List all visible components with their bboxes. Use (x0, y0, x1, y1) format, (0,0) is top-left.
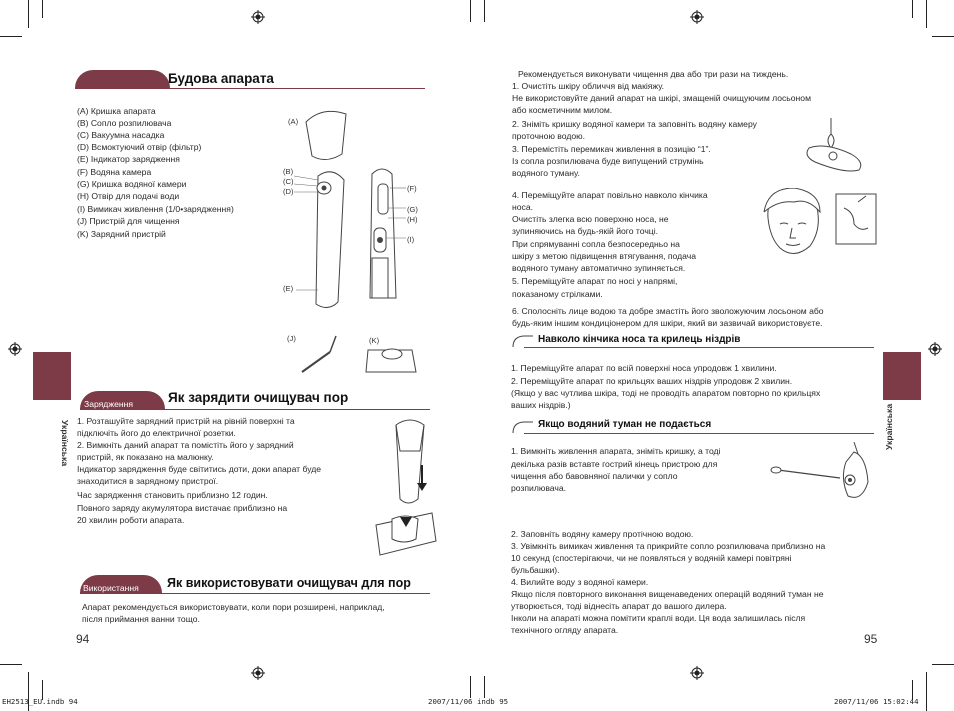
nozzle-cleaning-illustration (770, 442, 875, 502)
page-number-left: 94 (76, 632, 90, 646)
text-line: 20 хвилин роботи апарата. (77, 515, 185, 525)
subheading-nose: Навколо кінчика носа та крилець ніздрів (538, 334, 741, 345)
page-number-right: 95 (864, 632, 878, 646)
section-tag-charging: Зарядження (84, 399, 133, 409)
text-line: технічного огляду апарата. (511, 625, 619, 635)
list-item: (B) Сопло розпилювача (77, 118, 172, 128)
subheading-no-mist: Якщо водяний туман не подається (538, 419, 712, 430)
subheading-arc-icon (511, 334, 533, 348)
text-line: 5. Переміщуйте апарат по носі у напрямі, (512, 276, 678, 286)
list-item: (I) Вимикач живлення (1/0•зарядження) (77, 204, 234, 214)
text-line: Очистіть злегка всю поверхню носа, не (512, 214, 669, 224)
label-e: (E) (283, 284, 294, 293)
text-line: 1. Розташуйте зарядний пристрій на рівній поверхні та (77, 416, 295, 426)
text-line: 2. Вимкніть даний апарат та помістіть його у зарядний (77, 440, 294, 450)
list-item: (A) Кришка апарата (77, 106, 156, 116)
text-line: показаному стрілками. (512, 289, 603, 299)
text-line: чищення або бавовняної палички у сопло (511, 471, 678, 481)
subheading-arc-icon (511, 420, 533, 434)
text-line: знаходитися в зарядному пристрої. (77, 476, 219, 486)
text-line: 3. Увімкніть вимикач живлення та прикрийте сопло розпилювача приблизно на (511, 541, 826, 551)
text-line: 6. Сполосніть лице водою та добре змастіть його зволожуючим лосьоном або (512, 306, 824, 316)
text-line: При спрямуванні сопла безпосередньо на (512, 239, 680, 249)
text-line: 4. Переміщуйте апарат повільно навколо кінчика (512, 190, 708, 200)
text-line: розпилювача. (511, 483, 567, 493)
footer-date-center: 2007/11/06 indb 95 (428, 697, 509, 706)
list-item: (D) Всмоктуючий отвір (фільтр) (77, 142, 202, 152)
registration-mark-icon (690, 666, 704, 680)
label-i: (I) (407, 235, 415, 244)
registration-mark-icon (251, 666, 265, 680)
section-tag-usage: Використання (83, 583, 139, 593)
text-line: 2. Зніміть кришку водяної камери та заповніть водяну камеру (512, 119, 757, 129)
list-item: (G) Кришка водяної камери (77, 179, 187, 189)
label-j: (J) (287, 334, 296, 343)
language-side-label: Українська (884, 403, 894, 450)
language-side-label: Українська (60, 420, 70, 467)
registration-mark-icon (8, 342, 22, 356)
text-line: шкіру з метою підвищення втягування, подача (512, 251, 697, 261)
label-b: (B) (283, 167, 294, 176)
text-line: Якщо після повторного виконання вищенаведених операцій водяний туман не (511, 589, 824, 599)
filling-illustration (795, 118, 870, 178)
text-line: Індикатор зарядження буде світитись доти, доки апарат буде (77, 464, 322, 474)
text-line: пристрій, як показано на малюнку. (77, 452, 214, 462)
list-item: (F) Водяна камера (77, 167, 152, 177)
text-line: зупиняючись на будь-якій його точці. (512, 226, 659, 236)
text-line: (Якщо у вас чутлива шкіра, тоді не проводіть апаратом повторно по крильцях (511, 388, 821, 398)
device-parts-diagram (282, 100, 422, 380)
text-line: 1. Переміщуйте апарат по всій поверхні носа упродовж 1 хвилини. (511, 363, 777, 373)
section-heading-swoosh (75, 70, 170, 88)
text-line: бульбашки). (511, 565, 560, 575)
text-line: Не використовуйте даний апарат на шкірі, змащеній очищуючим лосьоном (512, 93, 811, 103)
label-h: (H) (407, 215, 418, 224)
text-line: ваших ніздрів.) (511, 400, 571, 410)
label-d: (D) (283, 187, 294, 196)
text-line: або косметичним милом. (512, 105, 613, 115)
text-line: будь-яким іншим кондиціонером для шкіри, який ви зазвичай використовуєте. (512, 318, 823, 328)
text-line: 3. Перемістіть перемикач живлення в позицію “1”. (512, 144, 711, 154)
text-line: утворюється, тоді віднесіть апарат до вашого дилера. (511, 601, 727, 611)
text-line: носа. (512, 202, 533, 212)
list-item: (E) Індикатор зарядження (77, 154, 180, 164)
text-line: декілька разів вставте гострий кінець пристрою для (511, 459, 718, 469)
footer-date-right: 2007/11/06 15:02:44 (834, 697, 919, 706)
list-item: (H) Отвір для подачі води (77, 191, 180, 201)
list-item: (K) Зарядний пристрій (77, 229, 166, 239)
label-k: (K) (369, 336, 380, 345)
text-line: водяного туману автоматично зупиняється. (512, 263, 686, 273)
text-line: 4. Вилийте воду з водяної камери. (511, 577, 649, 587)
text-line: Повного заряду акумулятора вистачає приблизно на (77, 503, 288, 513)
section-title-usage: Як використовувати очищувач для пор (167, 576, 411, 590)
text-line: 2. Заповніть водяну камеру протічною водою. (511, 529, 694, 539)
section-title-structure: Будова апарата (168, 71, 274, 86)
label-c: (C) (283, 177, 294, 186)
text-line: Час зарядження становить приблизно 12 годин. (77, 490, 268, 500)
label-g: (G) (407, 205, 418, 214)
text-line: підключіть його до електричної розетки. (77, 428, 236, 438)
text-line: водяного туману. (512, 168, 580, 178)
label-f: (F) (407, 184, 417, 193)
text-line: 1. Очистіть шкіру обличчя від макіяжу. (512, 81, 665, 91)
section-title-charging: Як зарядити очищувач пор (168, 390, 349, 405)
list-item: (J) Пристрій для чищення (77, 216, 180, 226)
language-side-tab (883, 352, 921, 400)
text-line: проточною водою. (512, 131, 585, 141)
list-item: (C) Вакуумна насадка (77, 130, 165, 140)
charging-illustration (370, 415, 440, 575)
registration-mark-icon (928, 342, 942, 356)
footer-file-left: EH2513_EU.indb 94 (2, 697, 78, 706)
text-line: Інколи на апараті можна помітити краплі води. Ця вода залишилась після (511, 613, 806, 623)
text-line: Із сопла розпилювача буде випущений струмінь (512, 156, 704, 166)
text-line: 2. Переміщуйте апарат по крильцях ваших ніздрів упродовж 2 хвилин. (511, 376, 793, 386)
text-line: Апарат рекомендується використовувати, коли пори розширені, наприклад, (82, 602, 385, 612)
subheading-rule (524, 347, 874, 348)
text-line: після приймання ванни тощо. (82, 614, 200, 624)
text-line: 10 секунд (спостерігаючи, чи не появляться у водяній камері повітряні (511, 553, 792, 563)
text-line: 1. Вимкніть живлення апарата, зніміть кришку, а тоді (511, 446, 721, 456)
text-line: Рекомендується виконувати чищення два або три рази на тиждень. (518, 69, 789, 79)
language-side-tab (33, 352, 71, 400)
registration-mark-icon (690, 10, 704, 24)
subheading-rule (524, 433, 874, 434)
face-illustration (758, 188, 878, 260)
label-a: (A) (288, 117, 299, 126)
section-heading-rule (75, 88, 425, 89)
registration-mark-icon (251, 10, 265, 24)
